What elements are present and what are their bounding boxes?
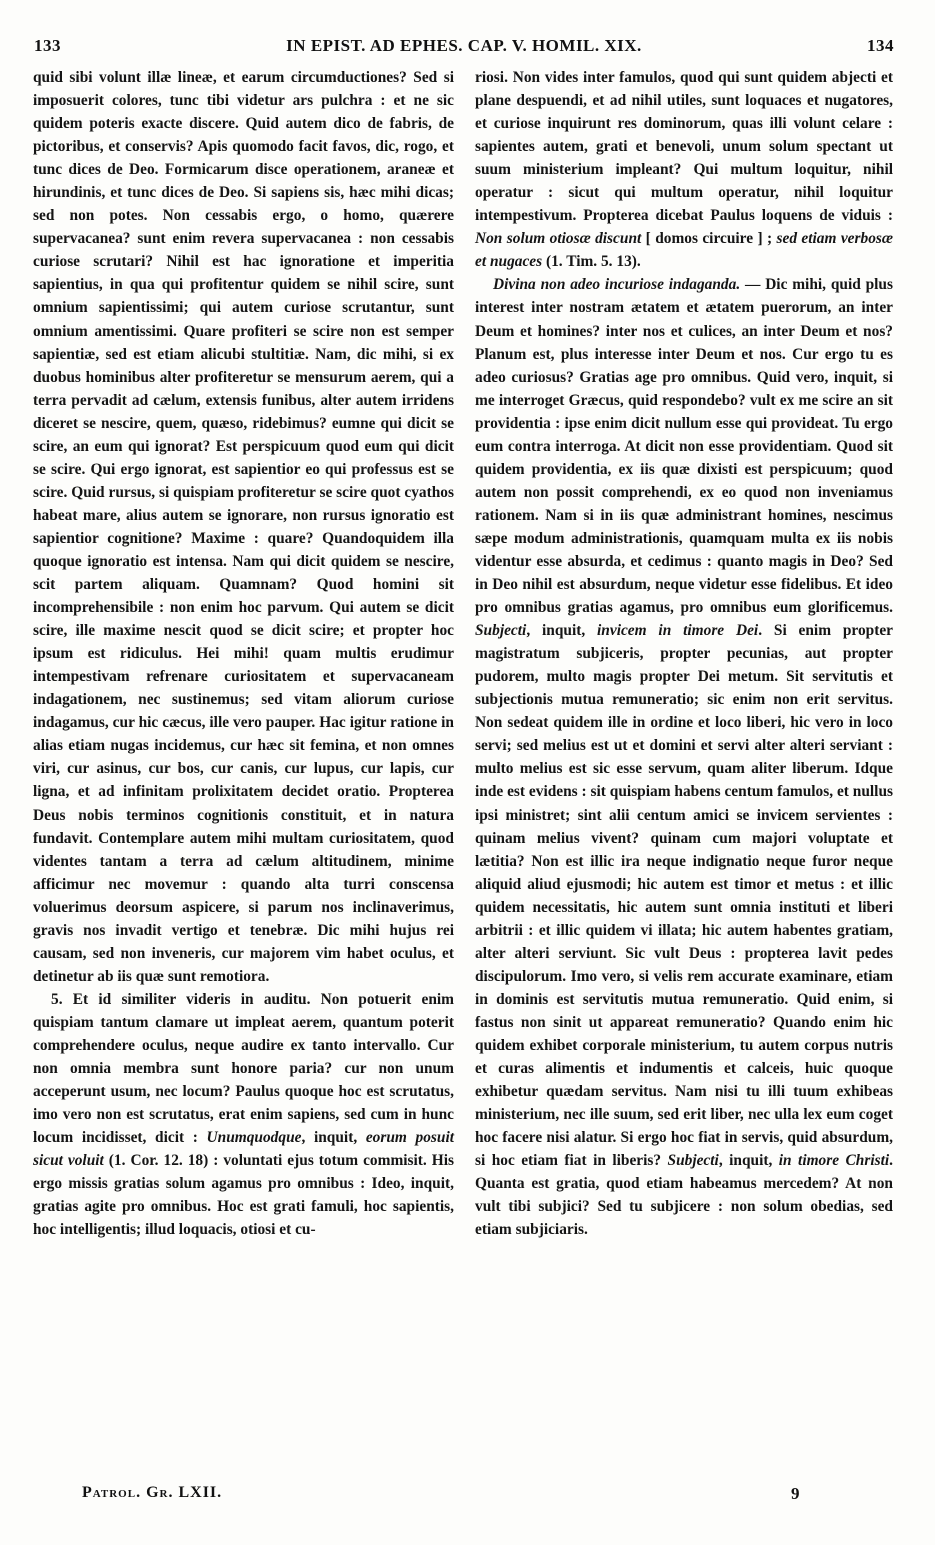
right-paragraph-1 (475, 66, 893, 273)
scripture-quote: Non solum otiosæ discunt (475, 230, 642, 248)
left-page-number: 133 (34, 36, 61, 55)
right-paragraph-2 (475, 273, 893, 1241)
scripture-quote: eorum posuit sicut voluit (33, 1129, 455, 1170)
left-paragraph-2 (33, 988, 454, 1242)
sheet-number: 9 (791, 1484, 800, 1503)
right-page-number: 134 (867, 36, 894, 55)
text-run: (1. Cor. 12. 18) : voluntati ejus totum commisit. His ergo missis gratias solum agamus pro omnibus : Ideo, inquit, gratias agite pro omnibus. Hoc est grati famuli, hoc sapientis, hoc intelligentis; illud loquacis, otiosi et cu- (33, 1152, 454, 1239)
left-paragraph-1: quid sibi volunt illæ lineæ, et earum circumductiones? Sed si imposuerit colores, tunc tibi videtur ars pulchra : et ne sic quidem poteris exacte discere. Quid autem dico de fabris, de pictoribus, et conservis? Apis quomodo facit favos, dic, rogo, et tunc dices de Deo. Formicarum disce operationem, araneæ et hirundinis, et tunc dices de Deo. Si sapiens sis, hæc mihi dicas; sed non potes. Non cessabis ergo, o homo, quærere supervacanea? sunt enim revera supervacanea : non cessabis curiose scrutari? Nihil est hac ignoratione et imperitia sapientius, in qua qui profitentur quidem se nihil scire, sunt omnium sapientissimi; qui autem curiose scrutantur, sunt omnium amentissimi. Quare profiteri se scire non est semper sapientiæ, sed est etiam alicubi stultitiæ. Nam, dic mihi, si ex duobus hominibus alter profiteretur se mensurum aerem, qui a terra pervadit ad cælum, extensis funibus, alter autem irridens diceret se nescire, quem, quæso, ridebimus? eumne qui dicit se scire, an eum qui ignorat? Est perspicuum quod eum qui dicit se scire. Qui ergo ignorat, est sapientior eo qui professus est se scire. Quid rursus, si quispiam profiteretur se scire quot cyathos habeat mare, alius autem se ignorare, non rursus ignoratio est sapientior cognitione? Maxime : quare? Quandoquidem illa quoque ignoratio est intensa. Nam qui dicit quidem se nescire, scit partem aliquam. Quamnam? Quod homini sit incomprehensibile : non enim hoc parvum. Qui autem se dicit scire, ille maxime nescit quod se dicit scire; et propter hoc ipsum est ridiculus. Hei mihi! quam multis erudimur intempestivam refrenare curiositatem et supervacaneam indagationem, nec sustinemus; sed vitam aliorum curiose indagamus, cur hic cæcus, ille vero pauper. Hac igitur ratione in alias etiam nugas incidemus, cur hæc sit femina, et non omnes viri, cur asinus, cur bos, cur canis, cur lupus, cur lapis, cur ligna, et ad infinitam prolixitatem decidet oratio. Propterea Deus nobis terminos cognitionis constituit, et in natura fundavit. Contemplare autem mihi multam curiositatem, quod videntes tantam a terra ad cælum altitudinem, minime afficimur nec movemur : quando alta turri conscensa voluerimus deorsum aspicere, si parum nos inclinaverimus, gravis nos invadit vertigo et tenebræ. Dic mihi hujus rei causam, sed non inveneris, cur majorem vim habet oculus, et detinetur ab iis quæ sunt remotiora. (33, 69, 454, 985)
printer-signature: Patrol. Gr. LXII. (82, 1484, 223, 1501)
running-head (34, 36, 894, 58)
scripture-quote: in timore Christi (778, 1152, 890, 1170)
text-run: (1. Tim. 5. 13). (542, 253, 641, 271)
scripture-quote: invicem in timore Dei (597, 622, 759, 640)
text-run: , inquit, (526, 622, 598, 640)
scripture-quote: Subjecti (475, 622, 527, 640)
scripture-quote: Subjecti (667, 1152, 719, 1170)
right-text-column (475, 66, 893, 1241)
running-title: IN EPIST. AD EPHES. CAP. V. HOMIL. XIX. (286, 36, 642, 55)
page-footer (34, 1484, 894, 1506)
section-heading: Divina non adeo incuriose indaganda. (493, 276, 741, 294)
text-run: , inquit, (718, 1152, 779, 1170)
scripture-quote: Unumquodque (206, 1129, 302, 1147)
text-run: . Si enim propter magistratum subjiceris, propter pecunias, aut propter pudorem, multo magis propter Dei metum. Sit servitutis et subjectionis mutua remuneratio; sic enim non erit servitus. Non sedeat quidem ille in ordine et loco liberi, hic vero in loco servi; sed melius est ut et domini et servi alter alteri serviant : multo melius est sic esse servum, quam aliter liberum. Idque inde est evidens : sit quispiam habens centum famulos, et nullus ipsi ministret; sint alii centum amici se invicem servientes : quinam melius vivent? quinam cum majori voluptate et lætitia? Non est illic ira neque indignatio neque furor neque aliquid aliud ejusmodi; hic autem est timor et metus : et illic quidem necessitatis, hic autem sunt omnia instituti et liberi arbitrii : et illic quidem vi illata; hic autem habentes gratiam, alter alteri serviunt. Sic vult Deus : propterea lavit pedes discipulorum. Imo vero, si velis rem accurate examinare, etiam in dominis est servitutis mutua remuneratio. Quid enim, si fastus non sinit ut appareat remuneratio? Quando enim hic quidem exhibet corporale ministerium, tu autem corpus nutris et curas alimentis et indumentis et calceis, huic quoque exhibetur quædam servitus. Nam nisi tu illi tuum exhibeas ministerium, nec ille suum, sed erit liber, nec ulla lex eum coget hoc facere nisi alatur. Si ergo hoc fiat in servis, quid absurdum, si hoc etiam fiat in liberis? (475, 622, 894, 1170)
text-run: . Quanta est gratia, quod etiam habeamus mercedem? At non vult tibi subjici? Sed tu subjicere : non solum obedias, sed etiam subjiciaris. (475, 1152, 894, 1239)
text-run: — Dic mihi, quid plus interest inter nostram ætatem et ætatem puerorum, an inter Deum et homines? inter nos et culices, an inter Deum et nos? Planum est, plus interesse inter Deum et nos. Cur ergo tu es adeo curiosus? Gratias age pro omnibus. Quid vero, inquit, si me interroget Græcus, quid respondebo? vult ex me scire an sit providentia : ipse enim dicit nullum esse qui provideat. Tu ergo eum contra interroga. At dicit non esse providentiam. Quod sit quidem providentia, ex iis quæ dixisti est perspicuum; quod autem non possit comprehendi, ex eo quod non inveniamus rationem. Nam si in iis quæ administrant homines, nescimus sæpe modum administrationis, quamquam multa ex iis nobis videntur esse absurda, et cedimus : quanto magis in Deo? Sed in Deo nihil est absurdum, neque videtur esse fidelibus. Et ideo pro omnibus gratias agamus, pro omnibus eum glorificemus. (475, 276, 893, 617)
scripture-quote: sed etiam verbosæ et nugaces (475, 230, 893, 271)
text-run: riosi. Non vides inter famulos, quod qui sunt quidem abjecti et plane despuendi, et ad nihil utiles, sunt loquaces et nugatores, et curiose inquirunt res dominorum, quas illi volunt celare : sapientes autem, grati et benevoli, unum solum spectant ut suum ministerium impleant? Qui multum loquitur, nihil operatur : sicut qui multum operatur, nihil loquitur intempestivum. Propterea dicebat Paulus loquens de viduis : (475, 69, 893, 225)
text-run: [ domos circuire ] ; (641, 230, 777, 248)
left-text-column (33, 66, 454, 1241)
text-run: , inquit, (301, 1129, 366, 1147)
text-run: 5. Et id similiter videris in auditu. Non potuerit enim quispiam tantum clamare ut impleat aerem, quantum poterit comprehendere oculus, neque audire ex tanto intervallo. Cur non omnia membra sunt honore paria? cur non unum acceperunt usum, nec locum? Paulus quoque hoc est scrutatus, imo vero non est scrutatus, erat enim sapiens, sed cum in hunc locum incidisset, dicit : (33, 990, 454, 1147)
